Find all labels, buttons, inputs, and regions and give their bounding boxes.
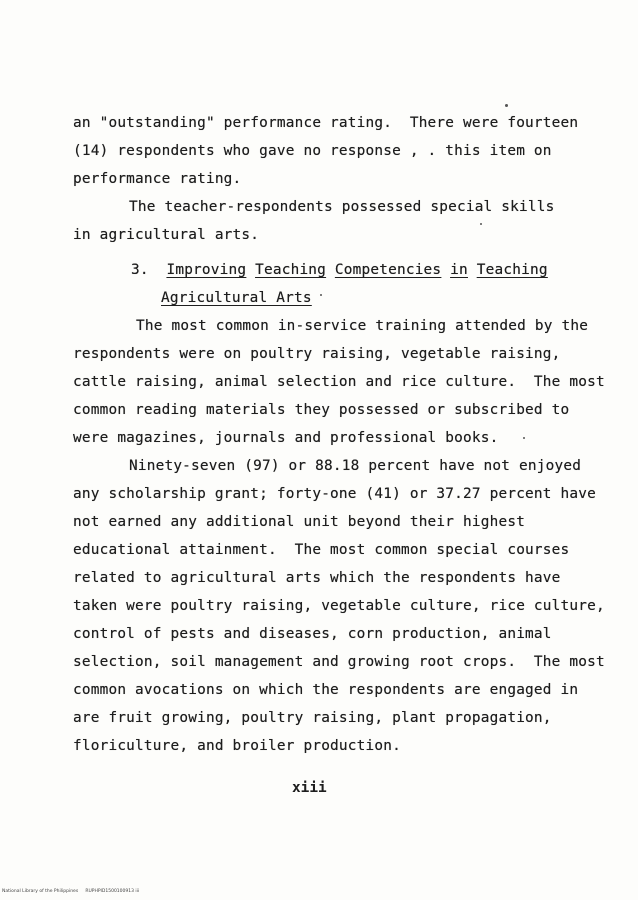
text-line: respondents were on poultry raising, vegetable raising, [73, 346, 561, 362]
text-line: related to agricultural arts which the respondents have [73, 570, 561, 586]
text-line: an "outstanding" performance rating. There were fourteen [73, 115, 579, 131]
text-line: common avocations on which the respondents are engaged in [73, 682, 579, 698]
text-line: in agricultural arts. [73, 227, 260, 243]
text-line: cattle raising, animal selection and rice culture. The most [73, 374, 605, 390]
text-line: were magazines, journals and professional books. [73, 430, 499, 446]
section-number: 3. [131, 262, 149, 278]
text-line: The teacher-respondents possessed special skills [129, 199, 555, 215]
text-line: taken were poultry raising, vegetable culture, rice culture, [73, 598, 605, 614]
text-line: performance rating. [73, 171, 242, 187]
page-number: xiii [292, 780, 327, 796]
text-line: (14) respondents who gave no response , . this item on [73, 143, 552, 159]
text-line: selection, soil management and growing root crops. The most [73, 654, 605, 670]
scan-speck [480, 223, 482, 225]
text-line: not earned any additional unit beyond their highest [73, 514, 526, 530]
scan-speck [320, 294, 322, 296]
scan-speck [505, 104, 508, 107]
text-line: floriculture, and broiler production. [73, 738, 401, 754]
scan-footer: National Library of the Philippines RUPHPID1500100913 iii [2, 889, 140, 894]
text-line: educational attainment. The most common special courses [73, 542, 570, 558]
section-heading-line-2: Agricultural Arts [161, 290, 312, 306]
scan-speck [523, 437, 525, 439]
text-line: are fruit growing, poultry raising, plant propagation, [73, 710, 552, 726]
section-heading-line-1: 3. Improving Teaching Competencies in Teaching [131, 262, 548, 278]
text-line: Ninety-seven (97) or 88.18 percent have not enjoyed [129, 458, 582, 474]
text-line: any scholarship grant; forty-one (41) or 37.27 percent have [73, 486, 596, 502]
text-line: The most common in-service training attended by the [136, 318, 589, 334]
text-line: control of pests and diseases, corn production, animal [73, 626, 552, 642]
text-line: common reading materials they possessed or subscribed to [73, 402, 570, 418]
